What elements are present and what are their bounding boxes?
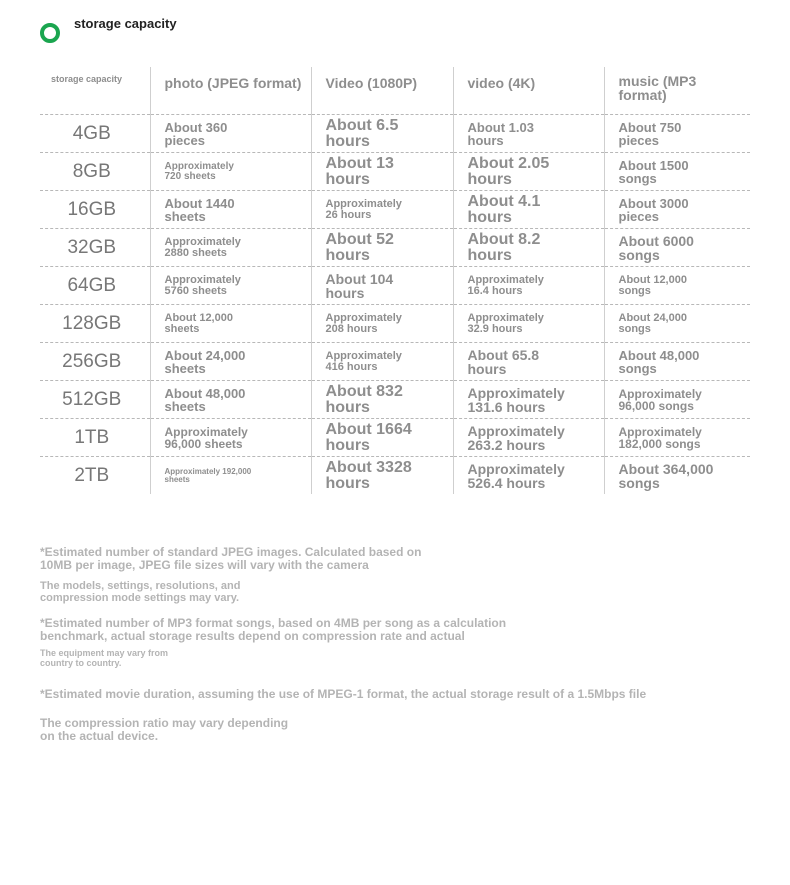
video-1080p-cell: Approximately 208 hours [311,305,453,343]
video-1080p-cell: About 52 hours [311,229,453,267]
footnote-country: The equipment may vary from country to country. [40,648,169,668]
capacity-cell: 32GB [40,229,150,267]
video-1080p-cell: About 3328 hours [311,457,453,495]
photo-cell: Approximately 5760 sheets [150,267,311,305]
header-music: music (MP3 format) [604,67,750,115]
table-row [40,153,750,191]
video-1080p-cell: About 832 hours [311,381,453,419]
table-row [40,267,750,305]
capacity-table [40,67,750,494]
table-row [40,381,750,419]
music-cell: About 6000 songs [604,229,750,267]
music-cell: About 1500 songs [604,153,750,191]
video-4k-cell: Approximately 32.9 hours [453,305,604,343]
music-cell: Approximately 96,000 songs [604,381,750,419]
photo-cell: Approximately 720 sheets [150,153,311,191]
video-4k-cell: About 8.2 hours [453,229,604,267]
video-4k-cell: Approximately 526.4 hours [453,457,604,495]
header-video-4k: video (4K) [453,67,604,115]
photo-cell: Approximately 96,000 sheets [150,419,311,457]
footnote-compression: The compression ratio may vary depending on the actual device. [40,716,289,743]
photo-cell: About 360 pieces [150,115,311,153]
footnote-jpeg: *Estimated number of standard JPEG images. Calculated based on 10MB per image, JPEG file sizes will vary with the camera [40,545,422,572]
music-cell: About 48,000 songs [604,343,750,381]
video-4k-cell: Approximately 263.2 hours [453,419,604,457]
photo-cell: Approximately 2880 sheets [150,229,311,267]
video-4k-cell: About 65.8 hours [453,343,604,381]
video-1080p-cell: About 13 hours [311,153,453,191]
music-cell: About 750 pieces [604,115,750,153]
table-row [40,343,750,381]
footnote-camera-settings: The models, settings, resolutions, and compression mode settings may vary. [40,580,241,604]
capacity-cell: 2TB [40,457,150,495]
photo-cell: About 12,000 sheets [150,305,311,343]
music-cell: About 12,000 songs [604,267,750,305]
header-photo: photo (JPEG format) [150,67,311,115]
video-4k-cell: Approximately 16.4 hours [453,267,604,305]
photo-cell: About 48,000 sheets [150,381,311,419]
video-1080p-cell: Approximately 416 hours [311,343,453,381]
header-storage-capacity: storage capacity [51,74,123,84]
table-row [40,191,750,229]
table-header-row [40,67,750,115]
photo-cell: About 1440 sheets [150,191,311,229]
footnote-movie: *Estimated movie duration, assuming the use of MPEG-1 format, the actual storage result of a 1.5Mbps file [40,687,647,701]
footnote-mp3: *Estimated number of MP3 format songs, based on 4MB per song as a calculation benchmark, actual storage results depend on compression rate and actual [40,616,507,643]
capacity-cell: 128GB [40,305,150,343]
video-4k-cell: About 1.03 hours [453,115,604,153]
table-row [40,419,750,457]
music-cell: About 364,000 songs [604,457,750,495]
table-row [40,229,750,267]
capacity-cell: 4GB [40,115,150,153]
page-title: storage capacity [74,16,177,31]
photo-cell: About 24,000 sheets [150,343,311,381]
ring-icon [40,23,60,43]
video-1080p-cell: Approximately 26 hours [311,191,453,229]
header-video-1080p: Video (1080P) [311,67,453,115]
video-4k-cell: About 2.05 hours [453,153,604,191]
video-1080p-cell: About 1664 hours [311,419,453,457]
table-row [40,115,750,153]
video-1080p-cell: About 104 hours [311,267,453,305]
capacity-cell: 1TB [40,419,150,457]
capacity-cell: 512GB [40,381,150,419]
table-row [40,305,750,343]
music-cell: About 24,000 songs [604,305,750,343]
capacity-cell: 16GB [40,191,150,229]
video-1080p-cell: About 6.5 hours [311,115,453,153]
music-cell: About 3000 pieces [604,191,750,229]
capacity-cell: 8GB [40,153,150,191]
photo-cell: Approximately 192,000 sheets [150,457,311,495]
music-cell: Approximately 182,000 songs [604,419,750,457]
video-4k-cell: About 4.1 hours [453,191,604,229]
video-4k-cell: Approximately 131.6 hours [453,381,604,419]
capacity-cell: 256GB [40,343,150,381]
table-row [40,457,750,495]
capacity-cell: 64GB [40,267,150,305]
